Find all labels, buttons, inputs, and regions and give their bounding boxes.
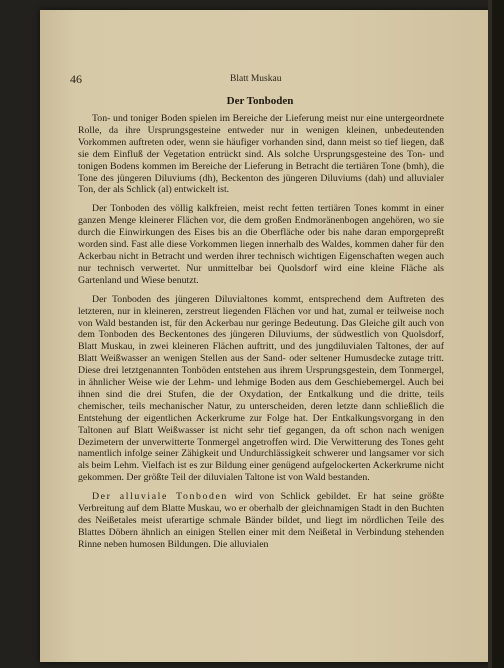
page-header [70,72,450,86]
facing-page-edge [488,0,504,668]
paragraph: Ton- und toniger Boden spielen im Bereiche der Lieferung meist nur eine untergeordnete Rolle, da ihre Ursprungsgesteine entweder nur in wenigen kleinen, unbedeutenden Vorkommen auftreten oder, wenn sie häufiger vorhanden sind, dann meist so tief liegen, daß sie dem Einfluß der Vegetation entrückt sind. Als solche Ursprungsgesteine des Ton- und tonigen Bodens kommen im Bereiche der Lieferung in Betracht die tertiären Tone (bmh), die Tone des jüngeren Diluviums (dh), Beckenton des jüngeren Diluviums (dah) und alluvialer Ton, der als Schlick (al) entwickelt ist. [78,113,444,196]
page-edge-highlight [488,0,492,668]
paragraph-text: wird von Schlick gebildet. Er hat seine größte Verbreitung auf dem Blatte Muskau, wo er oberhalb der gleichnamigen Stadt in den Buchten des Neißetales meist uferartige schmale Bänder bildet, und liegt im nördlichen Teile des Blattes Döbern ähnlich an einigen Stellen einer mit dem Neißetal in Verbindung stehenden Rinne neben humosen Bildungen. Die alluvialen [78,491,444,550]
paragraph: Der Tonboden des jüngeren Diluvialtones kommt, entsprechend dem Auftreten des letzteren, nur in kleineren, zerstreut liegenden Flächen vor und hat, zumal er teilweise noch von Wald bestanden ist, für den Ackerbau nur geringe Bedeutung. Das Gleiche gilt auch von dem Tonboden des Beckentones des jüngeren Diluviums, der südwestlich von Quolsdorf, Blatt Muskau, in zwei kleineren Flächen auftritt, und des jungdiluvialen Taltones, der auf Blatt Weißwasser an wenigen Stellen aus der Sand- oder seltener Humusdecke zutage tritt. Diese drei letztgenannten Tonböden entstehen aus ihrem Ursprungsgestein, dem Tonmergel, in ähnlicher Weise wie der Lehm- und lehmige Boden aus dem Geschiebemergel. Auch bei ihnen sind die drei Stufen, die der Oxydation, der Entkalkung und die dritte, teils chemischer, teils mechanischer Natur, zu unterscheiden, deren letzte dann schließlich die Entstehung der eigentlichen Ackerkrume zur Folge hat. Der Entkalkungsvorgang in den Taltonen auf Blatt Weißwasser ist nicht sehr tief gegangen, da oft schon nach wenigen Dezimetern der unverwitterte Tonmergel angetroffen wird. Die Verwitterung des Tones geht namentlich infolge seiner Zähigkeit und Undurchlässigkeit schwerer und langsamer vor sich als beim Lehm. Vielfach ist es zur Bildung einer genügend aufgelockerten Ackerkrume nicht gekommen. Der größte Teil der diluvialen Taltone ist von Wald bestanden. [78,293,444,484]
paragraph [78,491,444,551]
paragraph: Der Tonboden des völlig kalkfreien, meist recht fetten tertiären Tones kommt in einer ganzen Menge kleinerer Flächen vor, die dem großen Endmoränenbogen angehören, wo sie durch die Einwirkungen des Eises bis an die Oberfläche oder bis nahe daran emporgepreßt worden sind. Fast alle diese Vorkommen liegen innerhalb des Waldes, kommen daher für den Ackerbau nicht in Betracht und werden ihrer technisch wichtigen Eigenschaften wegen auch nur technisch verwertet. Nur unmittelbar bei Quolsdorf wird eine kleine Fläche als Gartenland und Wiese benutzt. [78,203,444,286]
running-title: Blatt Muskau [230,74,282,84]
section-heading: Der Tonboden [226,95,294,107]
spaced-term: Der alluviale Tonboden [92,491,228,503]
body-text [78,113,444,558]
page-number: 46 [70,72,82,86]
